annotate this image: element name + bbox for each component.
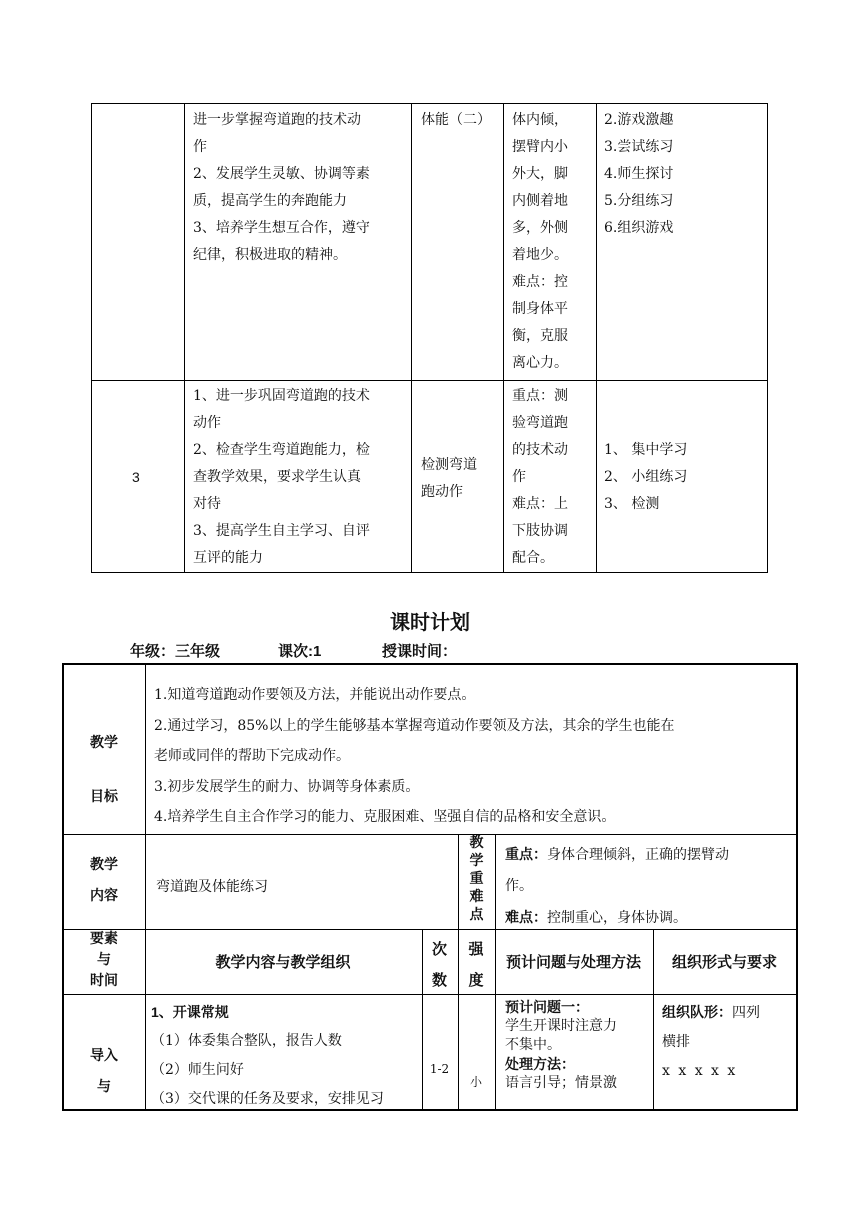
row-problems: 预计问题一： 学生开课时注意力 不集中。 处理方法： 语言引导；情景激 [505,999,617,1091]
row1-content: 体能（二） [421,112,491,128]
row2-methods: 1、 集中学习 2、 小组练习 3、 检测 [604,442,688,512]
header-count: 次 数 [431,941,447,989]
header-problems: 预计问题与处理方法 [505,954,641,971]
row2-goals: 1、进一步巩固弯道跑的技术 动作 2、检查学生弯道跑能力，检 查教学效果，要求学生认真 对待 3、提高学生自主学习、自评 互评的能力 [193,388,370,566]
goal-label: 教学 目标 [90,734,118,804]
row-form: 组织队形：四列 横排 x x x x x [662,1004,760,1079]
row1-methods: 2.游戏激趣 3.尝试练习 4.师生探讨 5.分组练习 6.组织游戏 [604,112,674,236]
row2-lesson-number: 3 [132,469,140,485]
header-form: 组织形式与要求 [671,954,777,971]
content-label: 教学 内容 [90,856,118,903]
row1-goals: 进一步掌握弯道跑的技术动 作 2、发展学生灵敏、协调等素 质，提高学生的奔跑能力 3、培养学生想互合作，遵守 纪律，积极进取的精神。 [193,112,370,263]
header-intensity: 强 度 [468,941,484,989]
row2-keypoints: 重点：测 验弯道跑 的技术动 作 难点：上 下肢协调 配合。 [512,388,568,566]
lesson-number-label: 课次:1 [278,643,322,660]
header-org: 教学内容与教学组织 [215,954,351,971]
teaching-goals: 1.知道弯道跑动作要领及方法，并能说出动作要点。 2.通过学习，85%以上的学生能够基本掌握弯道动作要领及方法，其余的学生也能在 老师或同伴的帮助下完成动作。 3.初步发展学生的耐力、协调等身体素质。 4.培养学生自主合作学习的能力、克服困难、坚强自信的品格和安全意识。 [154,687,675,825]
row2-content: 检测弯道 跑动作 [421,457,477,500]
row-count: 1-2 [429,1062,450,1076]
grade-label: 年级：三年级 [130,643,221,660]
row-intensity: 小 [469,1075,482,1089]
row-time: 导入 与 [90,1047,118,1094]
teaching-time-label: 授课时间： [382,643,458,660]
page-title: 课时计划 [390,612,470,634]
key-points: 重点：身体合理倾斜，正确的摆臂动 作。 难点：控制重心，身体协调。 [505,846,729,926]
key-points-label: 教 学 重 难 点 [469,834,484,922]
header-time: 要素 与 时间 [90,930,118,988]
teaching-content: 弯道跑及体能练习 [156,879,268,895]
row-org: 1、开课常规 （1）体委集合整队，报告人数 （2）师生问好 （3）交代课的任务及要求，安排见习 [151,1004,384,1107]
row1-keypoints: 体内倾， 摆臂内小 外大，脚 内侧着地 多，外侧 着地少。 难点：控 制身体平 衡，克服 离心力。 [512,112,568,371]
